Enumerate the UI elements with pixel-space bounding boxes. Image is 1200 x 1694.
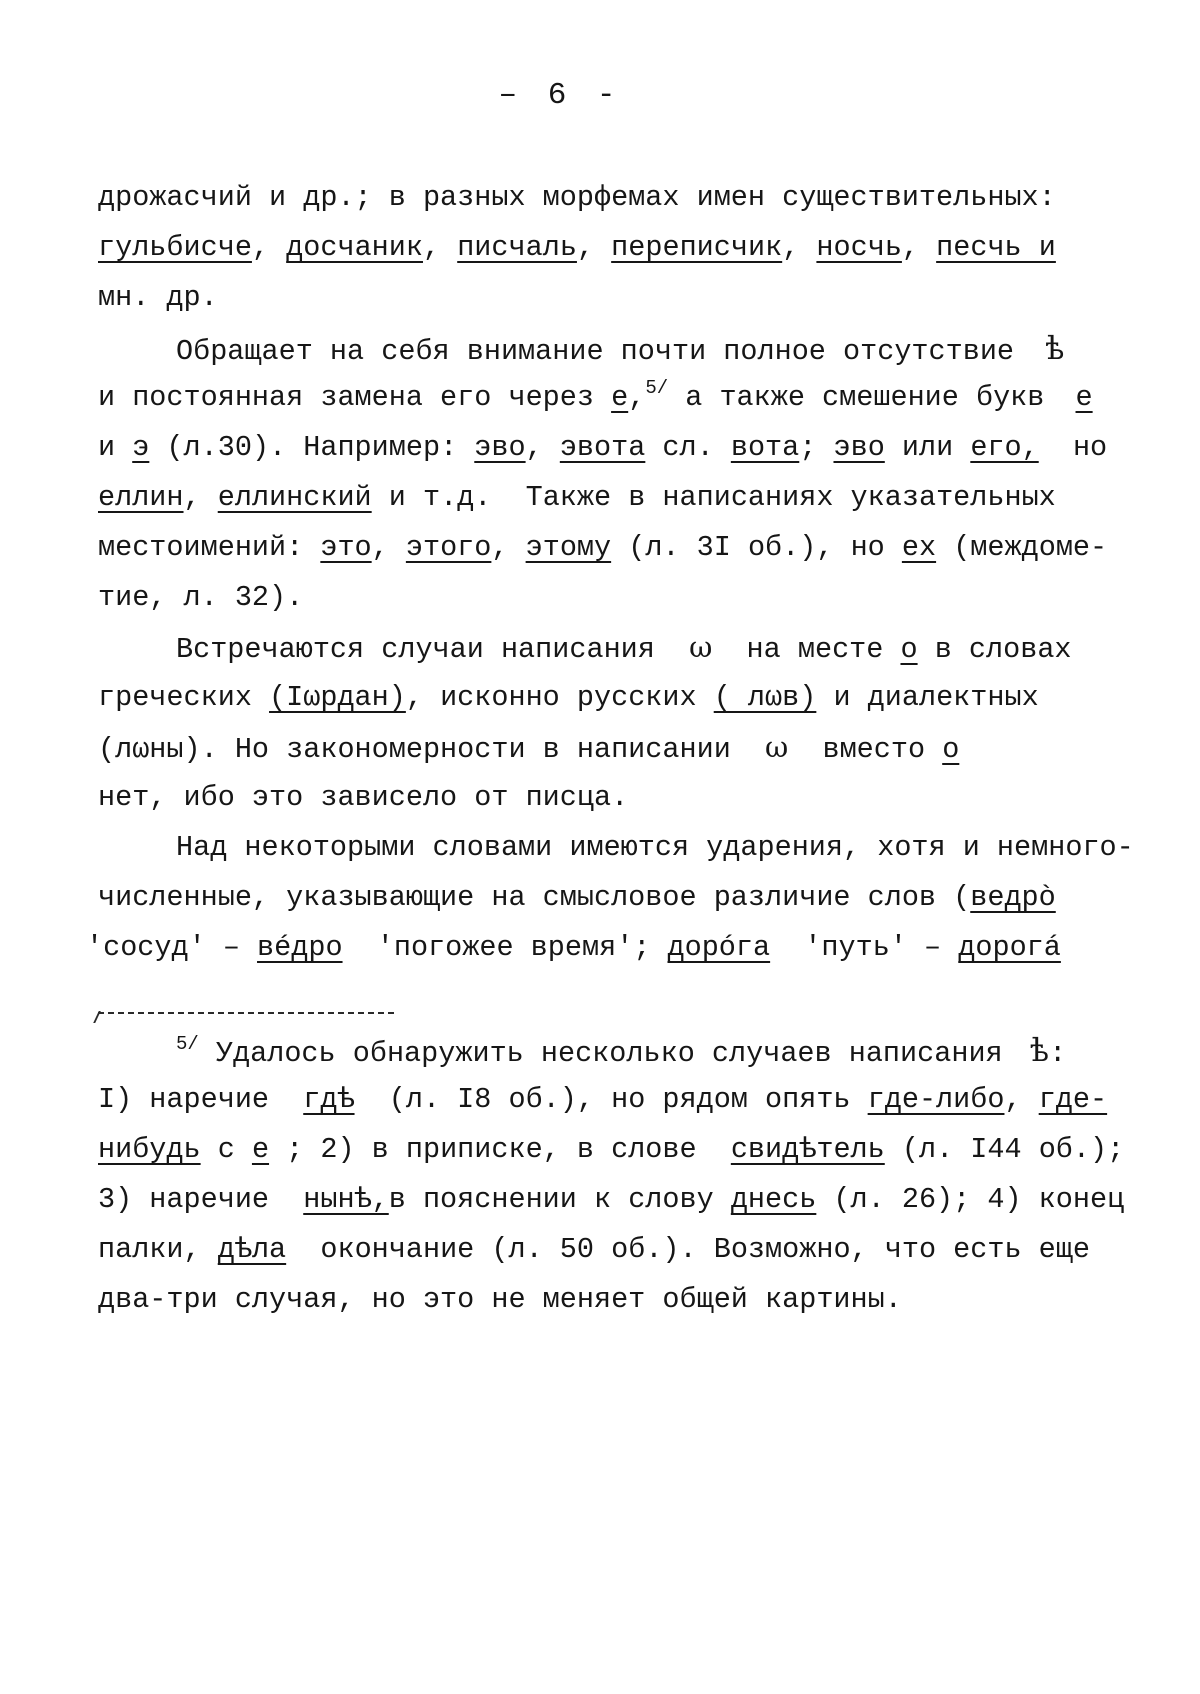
underlined-word: свидѣтель [730,1133,885,1166]
omega-letter: ω [689,631,713,664]
text-segment: вместо [788,733,943,766]
underlined-word: дорогá [958,931,1061,964]
text-segment: (л. I8 об.), но рядом опять [354,1083,868,1116]
underlined-word: переписчик [611,231,783,264]
text-segment: численные, указывающие на смысловое различие слов ( [98,881,971,914]
underlined-word: о [942,733,960,766]
footnote-start [176,1032,1066,1072]
yat-letter: ѣ [1029,1031,1050,1069]
underlined-word: песчь и [936,231,1056,264]
underlined-word: е [251,1133,270,1166]
text-line [98,880,1056,916]
text-segment: , [901,231,937,264]
underlined-word: вота [730,431,800,464]
text-segment: , [251,231,287,264]
text-segment: 'сосуд' – [86,931,258,964]
underlined-word: эво [833,431,885,464]
underlined-word: дорóга [667,931,771,964]
text-line [98,430,1107,466]
text-segment: (лωны). Но закономерности в написании [98,733,766,766]
text-segment: (л. 26); 4) конец [816,1183,1125,1216]
footnote-line [98,1132,1124,1168]
text-line: мн. др. [98,281,218,314]
text-segment: : [1049,1037,1067,1070]
text-segment: , [628,381,646,414]
text-segment: с [200,1133,252,1166]
text-segment: 'погожее время'; [342,931,668,964]
footnote-line [98,1082,1107,1118]
text-line: нет, ибо это зависело от писца. [98,781,629,814]
underlined-word: досчаник [286,231,423,264]
text-line [98,230,1056,266]
underlined-word: еллин [98,481,184,514]
text-segment: и т.д. Также в написаниях указательных [371,481,1056,514]
footnote-marker: 5/ [176,1033,199,1055]
text-segment: , исконно русских [405,681,714,714]
underlined-letter: е [611,381,629,414]
text-segment: , [576,231,612,264]
text-segment: окончание (л. 50 об.). Возможно, что есть еще [286,1233,1090,1266]
underlined-word: э [132,431,150,464]
text-segment: ; 2) в приписке, в слове [269,1133,731,1166]
text-segment: (л.30). Например: [149,431,475,464]
text-segment: (л. I44 об.); [884,1133,1125,1166]
separator-mark [93,1011,105,1023]
text-segment: палки, [98,1233,218,1266]
text-segment: , [525,431,560,464]
text-segment: греческих [98,681,270,714]
text-segment: Встречаются случаи написания [176,633,690,666]
text-segment: , [183,481,218,514]
footnote-line: два-три случая, но это не меняет общей картины. [98,1283,902,1316]
text-segment: 3) наречие [98,1183,304,1216]
text-line [98,480,1056,516]
text-segment: и [98,431,133,464]
underlined-word: эвота [559,431,646,464]
text-segment: или [884,431,971,464]
text-segment: , [371,531,406,564]
underlined-word: где- [1038,1083,1108,1116]
underlined-word: писчаль [457,231,577,264]
underlined-word: дѣла [217,1233,287,1266]
underlined-word: о [900,633,918,666]
text-segment: и диалектных [816,681,1039,714]
underlined-word: днесь [730,1183,817,1216]
paragraph-start [176,630,1072,668]
underlined-word: где-либо [867,1083,1005,1116]
underlined-word: эво [474,431,526,464]
text-segment: , [782,231,817,264]
text-line [98,680,1039,716]
text-segment: , [491,531,526,564]
text-segment: а также смешение букв [685,381,1045,414]
text-segment: в словах [917,633,1072,666]
text-segment: 'путь' – [770,931,959,964]
paragraph-start [176,330,1064,370]
text-line [98,730,959,768]
underlined-letter: е [1075,381,1093,414]
text-segment: , [422,231,458,264]
text-segment: сл. [645,431,731,464]
footnote-ref: 5/ [645,377,669,399]
underlined-word: ведрò [970,881,1056,914]
text-segment: ; [799,431,834,464]
footnote-line [98,1182,1124,1218]
underlined-word: гдѣ [303,1083,355,1116]
underlined-word: носчь [816,231,902,264]
underlined-word: это [320,531,372,564]
yat-letter: ѣ [1045,329,1065,367]
text-segment: Удалось обнаружить несколько случаев написания [215,1037,1003,1070]
underlined-word: этому [525,531,612,564]
text-segment: Обращает на себя внимание почти полное отсутствие [176,335,1015,368]
text-line: дрожасчий и др.; в разных морфемах имен существительных: [98,181,1056,214]
text-line [98,530,1107,566]
underlined-word: ех [901,531,937,564]
footnote-line [98,1232,1090,1268]
text-segment: но [1038,431,1108,464]
text-line [86,930,1061,966]
underlined-word: нынѣ, [303,1183,389,1216]
underlined-word: нибудь [98,1133,201,1166]
underlined-word: вéдро [257,931,343,964]
underlined-word: ( лωв) [713,681,817,714]
text-segment: , [1004,1083,1039,1116]
text-segment: на месте [712,633,901,666]
underlined-word: еллинский [217,481,372,514]
text-segment: и постоянная замена его через [98,381,594,414]
text-segment: (л. 3I об.), но [611,531,902,564]
text-segment: в пояснении к слову [388,1183,731,1216]
underlined-word: (Іωрдан) [269,681,406,714]
text-segment: I) наречие [98,1083,304,1116]
page-number: – 6 - [498,78,622,113]
footnote-separator [98,1012,394,1014]
underlined-word: этого [405,531,492,564]
text-segment: (междоме- [936,531,1108,564]
text-segment: местоимений: [98,531,321,564]
underlined-word: его, [970,431,1039,464]
underlined-word: гульбисче [98,231,252,264]
omega-letter: ω [765,731,789,764]
text-line: тие, л. 32). [98,581,304,614]
paragraph-start: Над некоторыми словами имеются ударения, хотя и немного- [176,831,1134,864]
text-line [98,377,1093,416]
